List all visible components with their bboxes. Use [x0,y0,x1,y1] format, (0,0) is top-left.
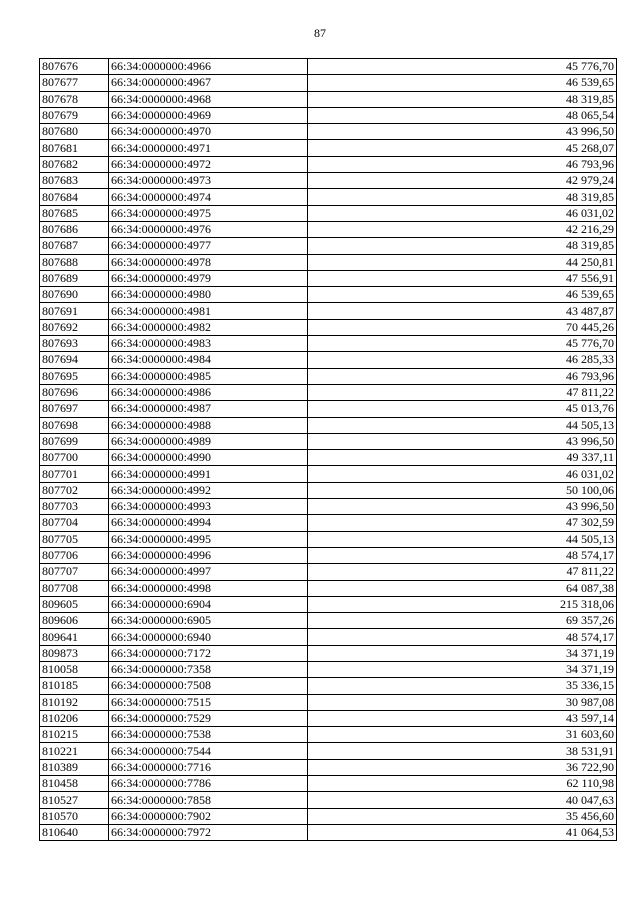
row-id-cell: 807690 [40,287,109,303]
table-row [40,531,617,547]
row-id-cell: 809606 [40,613,109,629]
row-id-cell: 807689 [40,270,109,286]
value-cell: 43 597,14 [308,710,617,726]
cadastral-number-cell: 66:34:0000000:4966 [109,59,308,75]
cadastral-number-cell: 66:34:0000000:4994 [109,515,308,531]
value-cell: 49 337,11 [308,450,617,466]
cadastral-number-cell: 66:34:0000000:7902 [109,808,308,824]
table-row [40,91,617,107]
cadastral-number-cell: 66:34:0000000:4997 [109,564,308,580]
row-id-cell: 807688 [40,254,109,270]
row-id-cell: 807704 [40,515,109,531]
value-cell: 38 531,91 [308,743,617,759]
row-id-cell: 807695 [40,368,109,384]
cadastral-number-cell: 66:34:0000000:4990 [109,450,308,466]
value-cell: 46 031,02 [308,205,617,221]
row-id-cell: 807681 [40,140,109,156]
value-cell: 47 811,22 [308,564,617,580]
cadastral-number-cell: 66:34:0000000:7515 [109,694,308,710]
row-id-cell: 810221 [40,743,109,759]
cadastral-number-cell: 66:34:0000000:7529 [109,710,308,726]
table-body [40,59,617,841]
table-row [40,417,617,433]
cadastral-number-cell: 66:34:0000000:4972 [109,156,308,172]
value-cell: 44 250,81 [308,254,617,270]
value-cell: 48 319,85 [308,238,617,254]
value-cell: 48 319,85 [308,189,617,205]
row-id-cell: 810058 [40,661,109,677]
table-row [40,433,617,449]
value-cell: 48 319,85 [308,91,617,107]
value-cell: 34 371,19 [308,645,617,661]
cadastral-number-cell: 66:34:0000000:4977 [109,238,308,254]
table-row [40,401,617,417]
value-cell: 42 979,24 [308,173,617,189]
row-id-cell: 807698 [40,417,109,433]
row-id-cell: 807687 [40,238,109,254]
cadastral-number-cell: 66:34:0000000:7172 [109,645,308,661]
value-cell: 46 285,33 [308,352,617,368]
table-row [40,173,617,189]
value-cell: 41 064,53 [308,824,617,840]
value-cell: 35 336,15 [308,678,617,694]
value-cell: 31 603,60 [308,727,617,743]
table-row [40,368,617,384]
row-id-cell: 807691 [40,303,109,319]
row-id-cell: 810570 [40,808,109,824]
page-number: 87 [314,26,326,40]
cadastral-number-cell: 66:34:0000000:4980 [109,287,308,303]
value-cell: 47 556,91 [308,270,617,286]
row-id-cell: 807693 [40,336,109,352]
table-row [40,189,617,205]
cadastral-number-cell: 66:34:0000000:7786 [109,776,308,792]
cadastral-number-cell: 66:34:0000000:4995 [109,531,308,547]
row-id-cell: 809873 [40,645,109,661]
row-id-cell: 807708 [40,580,109,596]
value-cell: 45 776,70 [308,59,617,75]
table-row [40,499,617,515]
row-id-cell: 810215 [40,727,109,743]
cadastral-number-cell: 66:34:0000000:4996 [109,547,308,563]
cadastral-number-cell: 66:34:0000000:6940 [109,629,308,645]
table-row [40,303,617,319]
table-row [40,352,617,368]
table-row [40,645,617,661]
row-id-cell: 807706 [40,547,109,563]
table-row [40,466,617,482]
row-id-cell: 807680 [40,124,109,140]
row-id-cell: 807702 [40,482,109,498]
row-id-cell: 807683 [40,173,109,189]
value-cell: 43 996,50 [308,499,617,515]
table-row [40,776,617,792]
cadastral-number-cell: 66:34:0000000:4985 [109,368,308,384]
row-id-cell: 807700 [40,450,109,466]
cadastral-number-cell: 66:34:0000000:7508 [109,678,308,694]
table-row [40,124,617,140]
table-row [40,564,617,580]
row-id-cell: 807707 [40,564,109,580]
row-id-cell: 807694 [40,352,109,368]
table-row [40,727,617,743]
row-id-cell: 807678 [40,91,109,107]
value-cell: 43 487,87 [308,303,617,319]
value-cell: 46 539,65 [308,287,617,303]
cadastral-number-cell: 66:34:0000000:6905 [109,613,308,629]
table-row [40,205,617,221]
table-row [40,482,617,498]
row-id-cell: 810185 [40,678,109,694]
value-cell: 48 065,54 [308,107,617,123]
row-id-cell: 807699 [40,433,109,449]
value-cell: 46 793,96 [308,156,617,172]
cadastral-number-cell: 66:34:0000000:7538 [109,727,308,743]
value-cell: 44 505,13 [308,417,617,433]
table-row [40,287,617,303]
value-cell: 40 047,63 [308,792,617,808]
cadastral-number-cell: 66:34:0000000:4991 [109,466,308,482]
value-cell: 48 574,17 [308,629,617,645]
table-row [40,792,617,808]
cadastral-number-cell: 66:34:0000000:4978 [109,254,308,270]
table-row [40,221,617,237]
table-row [40,107,617,123]
row-id-cell: 807697 [40,401,109,417]
cadastral-number-cell: 66:34:0000000:4969 [109,107,308,123]
table-row [40,75,617,91]
value-cell: 215 318,06 [308,596,617,612]
cadastral-number-cell: 66:34:0000000:7858 [109,792,308,808]
cadastral-number-cell: 66:34:0000000:4986 [109,384,308,400]
row-id-cell: 807677 [40,75,109,91]
cadastral-number-cell: 66:34:0000000:4967 [109,75,308,91]
table-row [40,629,617,645]
table-row [40,661,617,677]
table-row [40,710,617,726]
value-cell: 43 996,50 [308,124,617,140]
value-cell: 70 445,26 [308,319,617,335]
table-row [40,547,617,563]
value-cell: 46 031,02 [308,466,617,482]
row-id-cell: 807682 [40,156,109,172]
cadastral-number-cell: 66:34:0000000:4979 [109,270,308,286]
value-cell: 35 456,60 [308,808,617,824]
table-row [40,140,617,156]
row-id-cell: 807696 [40,384,109,400]
cadastral-number-cell: 66:34:0000000:4989 [109,433,308,449]
table-row [40,515,617,531]
row-id-cell: 807684 [40,189,109,205]
table-row [40,156,617,172]
value-cell: 47 302,59 [308,515,617,531]
cadastral-number-cell: 66:34:0000000:4975 [109,205,308,221]
row-id-cell: 810458 [40,776,109,792]
cadastral-number-cell: 66:34:0000000:4992 [109,482,308,498]
cadastral-number-cell: 66:34:0000000:4976 [109,221,308,237]
value-cell: 45 013,76 [308,401,617,417]
cadastral-number-cell: 66:34:0000000:4993 [109,499,308,515]
value-cell: 45 268,07 [308,140,617,156]
table-row [40,254,617,270]
value-cell: 46 539,65 [308,75,617,91]
value-cell: 69 357,26 [308,613,617,629]
cadastral-number-cell: 66:34:0000000:4998 [109,580,308,596]
value-cell: 46 793,96 [308,368,617,384]
value-cell: 30 987,08 [308,694,617,710]
row-id-cell: 807676 [40,59,109,75]
row-id-cell: 807692 [40,319,109,335]
table-row [40,336,617,352]
table-row [40,450,617,466]
cadastral-number-cell: 66:34:0000000:4973 [109,173,308,189]
value-cell: 47 811,22 [308,384,617,400]
value-cell: 43 996,50 [308,433,617,449]
value-cell: 64 087,38 [308,580,617,596]
row-id-cell: 810527 [40,792,109,808]
row-id-cell: 807685 [40,205,109,221]
row-id-cell: 809605 [40,596,109,612]
cadastral-number-cell: 66:34:0000000:4983 [109,336,308,352]
cadastral-number-cell: 66:34:0000000:4968 [109,91,308,107]
table-row [40,319,617,335]
table-row [40,270,617,286]
row-id-cell: 807703 [40,499,109,515]
cadastral-number-cell: 66:34:0000000:4971 [109,140,308,156]
table-row [40,808,617,824]
cadastral-number-cell: 66:34:0000000:4984 [109,352,308,368]
value-cell: 45 776,70 [308,336,617,352]
value-cell: 36 722,90 [308,759,617,775]
table-row [40,238,617,254]
row-id-cell: 810640 [40,824,109,840]
value-cell: 34 371,19 [308,661,617,677]
table-row [40,580,617,596]
table-row [40,694,617,710]
cadastral-number-cell: 66:34:0000000:7716 [109,759,308,775]
cadastral-number-cell: 66:34:0000000:7544 [109,743,308,759]
row-id-cell: 807701 [40,466,109,482]
cadastral-number-cell: 66:34:0000000:4974 [109,189,308,205]
table-row [40,824,617,840]
data-table [39,58,617,841]
row-id-cell: 810206 [40,710,109,726]
row-id-cell: 807679 [40,107,109,123]
cadastral-number-cell: 66:34:0000000:4981 [109,303,308,319]
row-id-cell: 807686 [40,221,109,237]
value-cell: 62 110,98 [308,776,617,792]
table-row [40,613,617,629]
value-cell: 44 505,13 [308,531,617,547]
cadastral-number-cell: 66:34:0000000:4988 [109,417,308,433]
table-row [40,678,617,694]
table-row [40,596,617,612]
cadastral-number-cell: 66:34:0000000:7972 [109,824,308,840]
row-id-cell: 810389 [40,759,109,775]
value-cell: 48 574,17 [308,547,617,563]
cadastral-number-cell: 66:34:0000000:4970 [109,124,308,140]
row-id-cell: 810192 [40,694,109,710]
cadastral-number-cell: 66:34:0000000:7358 [109,661,308,677]
cadastral-number-cell: 66:34:0000000:6904 [109,596,308,612]
table-row [40,759,617,775]
cadastral-number-cell: 66:34:0000000:4987 [109,401,308,417]
cadastral-number-cell: 66:34:0000000:4982 [109,319,308,335]
table-row [40,743,617,759]
value-cell: 42 216,29 [308,221,617,237]
table-row [40,59,617,75]
row-id-cell: 807705 [40,531,109,547]
value-cell: 50 100,06 [308,482,617,498]
table-row [40,384,617,400]
row-id-cell: 809641 [40,629,109,645]
